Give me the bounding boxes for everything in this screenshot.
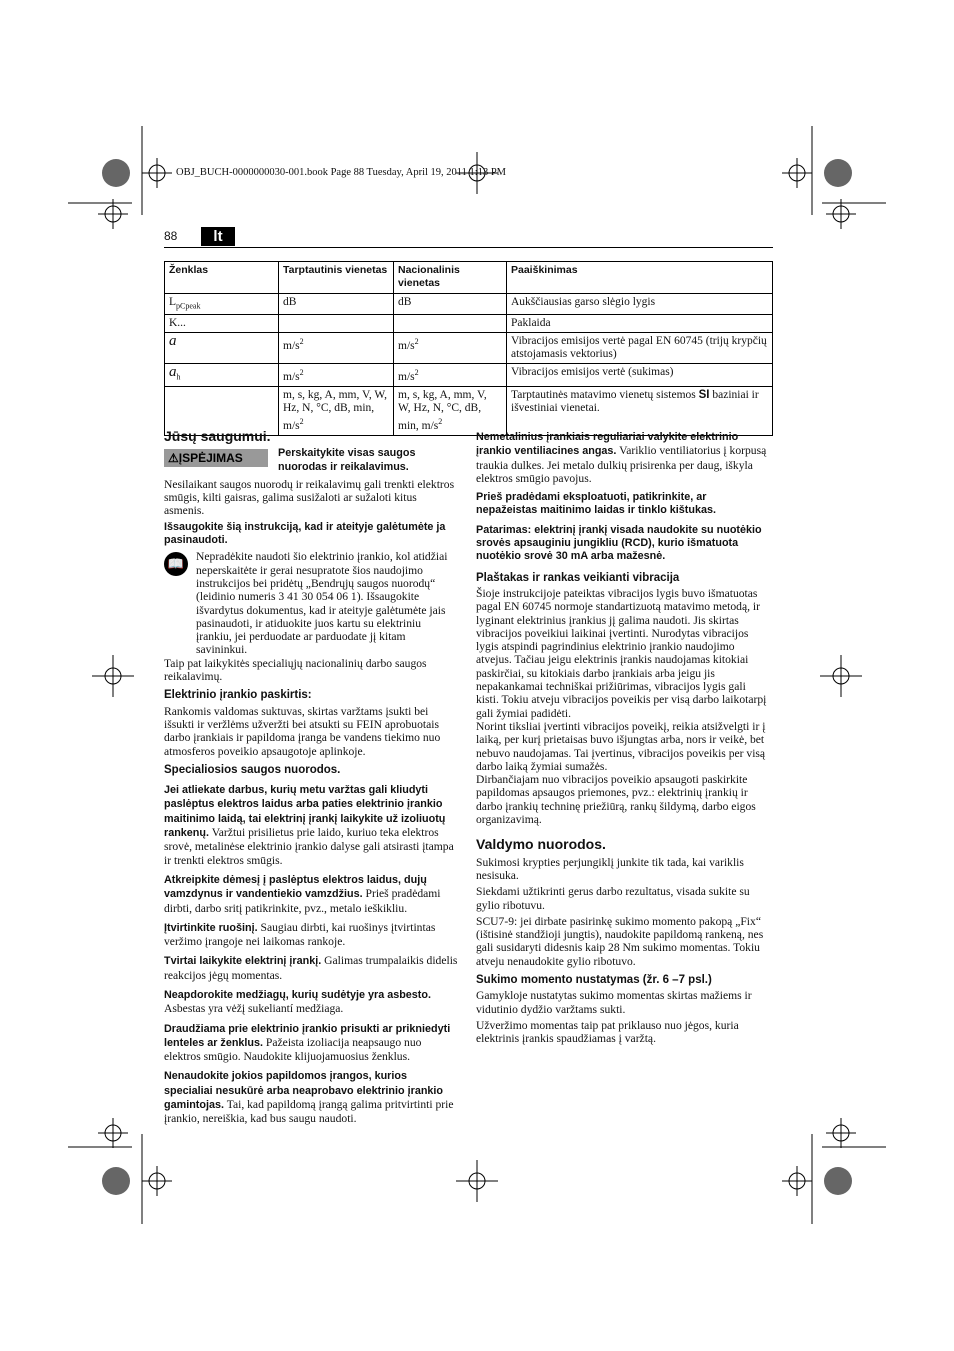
paragraph: Nepradėkite naudoti šio elektrinio įrankio, kol atidžiai neperskaitėte ir gerai nesupratote šios naudojimo instrukcijos bei pridėtų „Bendrųjų saugos nuorodų“ (leidinio numeris 3 41 30 054 06 1). Išsaugokite išvardytus dokumentus, kad ir ateityje galėtumėte jais pasinaudoti, ir atiduokite juos kartu su elektriniu įrankiu, jei perduodate ar parduodate jį kitam savininkui. — [196, 550, 448, 657]
paragraph: Dirbančiajam nuo vibracijos poveikio apsaugoti paskirkite papildomas apsaugos priemones, pvz.: elektrinių įrankių ir darbo įrankių techninę priežiūrą, rankų šildymą, darbo eigos organizavimą. — [476, 773, 756, 827]
paragraph: Šioje instrukcijoje pateiktas vibracijos lygis buvo išmatuotas pagal EN 60745 normoje standartizuotą matavimo metodą, ir lyginant elektrinius įrankius jį galima naudoti. Jis skirtas vibracijos poveikiui laikinai įvertinti. Nurodytas vibracijos lygis atspindi pagrindinius elektrinio įrankio naudojimo atvejus. Tačiau jeigu elektrinis įrankis naudojamas kitokiai paskirčiai, su kitokiais darbo įrankiais arba jeigu jis nepakankamai techniškai prižiūrimas, vibracijos lygis gali kisti. Tokiu atveju vibracijos poveikis per visą darbo laikotarpį gali žymiai padidėti. — [476, 586, 767, 720]
table-header-cell: Paaiškinimas — [507, 262, 773, 294]
read-manual-icon: 📖 — [164, 552, 188, 576]
nat-unit-cell: m, s, kg, A, mm, V, W, Hz, N, °C, dB, min, $m/s^2$ — [394, 387, 507, 436]
intl-unit-cell: $m/s^2$ — [279, 364, 394, 387]
intl-unit-cell: m, s, kg, A, mm, V, W, Hz, N, °C, dB, min, $m/s^2$ — [279, 387, 394, 436]
paragraph: Nenaudokite jokios papildomos įrangos, kurios specialiai nesukūrė arba neaprobavo elektrinio įrankio gamintojas. Tai, kad papildomą įrangą galima pritvirtinti prie įrankio, nereiškia, kad bus saugu naudoti. — [164, 1070, 454, 1126]
subheading: Plaštakas ir rankas veikianti vibracija — [476, 571, 680, 584]
warning-triangle-icon: ⚠ — [168, 451, 179, 466]
intl-unit-cell: $m/s^2$ — [279, 333, 394, 364]
page-number: 88 — [164, 229, 178, 243]
table-row — [165, 294, 773, 315]
print-slug: OBJ_BUCH-0000000030-001.book Page 88 Tuesday, April 19, 2011 1:13 PM — [176, 167, 506, 178]
paragraph: Sukimosi krypties perjungiklį junkite tik tada, kai variklis nesisuka. — [476, 855, 744, 882]
desc-cell: Paklaida — [507, 315, 773, 333]
section-title-operation: Valdymo nuorodos. — [476, 836, 606, 853]
paragraph: Rankomis valdomas suktuvas, skirtas varžtams įsukti bei išsukti ir veržlėms užveržti bei atsukti su FEIN aprobuotais darbo įrankiais ir papildoma įranga be vandens tiekimo nuo atmosferos poveikio apsaugotoje aplinkoje. — [164, 704, 441, 758]
paragraph-bold: Prieš pradėdami eksploatuoti, patikrinkite, ar nepažeistas maitinimo laidas ir tinklo kištukas. — [476, 491, 717, 517]
paragraph: Draudžiama prie elektrinio įrankio prisukti ar prikniedyti lenteles ar ženklus. Pažeista izoliacija neapsaugo nuo elektros smūgio. Naudokite klijuojamuosius ženklus. — [164, 1022, 451, 1064]
intl-unit-cell — [279, 315, 394, 333]
paragraph: Neapdorokite medžiagų, kurių sudėtyje yra asbesto. Asbestas yra vėžį sukeliantí medžiaga. — [164, 988, 432, 1016]
symbol-cell: K... — [165, 315, 279, 333]
manual-notice — [164, 550, 458, 656]
paragraph-bold: Išsaugokite šią instrukciją, kad ir ateityje galėtumėte ja pasinaudoti. — [164, 520, 446, 547]
paragraph: Užveržimo momentas taip pat priklauso nuo jėgos, kuria elektrinis įrankis spaudžiamas į varžtą. — [476, 1018, 739, 1046]
table-row — [165, 364, 773, 387]
paragraph: Norint tiksliai įvertinti vibracijos poveikį, reikia atsižvelgti ir į laiką, per kurį prietaisas buvo išjungtas arba, nors ir veikė, bet nebuvo naudojamas. Tai įvertinus, vibracijos poveikis per visą darbo laiką žymiai sumažės. — [476, 719, 766, 773]
symbols-table — [164, 261, 773, 436]
warning-row — [164, 447, 458, 474]
paragraph: Nemetalinius įrankiais reguliariai valykite elektrinio įrankio ventiliacines angas. Variklio ventiliatorius į korpusą traukia dulkes. Jei metalo dulkių prisirenka per daug, iškyla elektros smūgio pavojus. — [476, 431, 767, 485]
paragraph: Tvirtai laikykite elektrinį įrankį. Galimas trumpalaikis didelis reakcijos jėgų momentas. — [164, 954, 458, 982]
paragraph: Atkreipkite dėmesį į paslėptus elektros laidus, dujų vamzdynus ir vandentiekio vamzdžius. Prieš pradėdami dirbti, darbo sritį patikrinkite, pvz., metalo ieškikliu. — [164, 873, 441, 915]
table-header-row — [165, 262, 773, 294]
desc-cell: Vibracijos emisijos vertė pagal EN 60745 (trijų krypčių atstojamasis vektorius) — [507, 333, 773, 364]
subheading: Specialiosios saugos nuorodos. — [164, 763, 341, 776]
symbol-cell: $L_{pCpeak}$ — [165, 294, 279, 315]
paragraph: SCU7-9: jei dirbate pasirinkę sukimo momento pakopą „Fix“ (ištisinė standžioji jungtis), naudokite papildomą rankeną, nes gali susidaryti didesnis kaip 28 Nm sukimo momentas. Tokiu atveju nenaudokite gylio ribotuvo. — [476, 914, 764, 968]
table-header-cell: Nacionalinis vienetas — [394, 262, 507, 294]
paragraph-bold: Patarimas: elektrinį įrankį visada naudokite su nuotėkio srovės apsauginiu jungikliu (RCD), kurio išmatuota nuotėkio srovė 30 mA arba mažesnė. — [476, 523, 762, 563]
paragraph: Nesilaikant saugos nuorodų ir reikalavimų gali trenkti elektros smūgis, kilti gaisras, galima susižaloti ar sužaloti kitus asmenis. — [164, 477, 455, 518]
symbol-cell: a — [165, 333, 279, 364]
nat-unit-cell — [394, 315, 507, 333]
intl-unit-cell: dB — [279, 294, 394, 315]
nat-unit-cell: $m/s^2$ — [394, 364, 507, 387]
subheading: Elektrinio įrankio paskirtis: — [164, 689, 312, 702]
left-column — [164, 430, 458, 1129]
desc-cell: Vibracijos emisijos vertė (sukimas) — [507, 364, 773, 387]
symbol-cell: $a_h$ — [165, 364, 279, 387]
paragraph: Gamykloje nustatytas sukimo momentas skirtas mažiems ir vidutinio dydžio varžtams sukti. — [476, 989, 752, 1016]
subheading: Sukimo momento nustatymas (žr. 6 –7 psl.) — [476, 973, 712, 986]
desc-cell: Aukščiausias garso slėgio lygis — [507, 294, 773, 315]
table-header-cell: Ženklas — [165, 262, 279, 294]
table-row — [165, 333, 773, 364]
header-rule — [164, 247, 773, 248]
paragraph: Siekdami užtikrinti gerus darbo rezultatus, visada sukite su gylio ribotuvu. — [476, 885, 750, 912]
right-column — [476, 430, 770, 1048]
language-tab: lt — [201, 227, 235, 246]
table-header-cell: Tarptautinis vienetas — [279, 262, 394, 294]
nat-unit-cell: $m/s^2$ — [394, 333, 507, 364]
warning-badge: ⚠ĮSPĖJIMAS — [164, 449, 268, 467]
section-title-safety: Jūsų saugumui. — [164, 428, 271, 444]
table-row — [165, 315, 773, 333]
paragraph: Įtvirtinkite ruošinį. Saugiau dirbti, kai ruošinys įtvirtintas veržimo įrangoje nei laikomas rankoje. — [164, 920, 436, 949]
paragraph: Jei atliekate darbus, kurių metu varžtas gali kliudyti paslėptus elektros laidus arba paties elektrinio įrankio maitinimo laidą, tai elektrinį įrankį laikykite už izoliuotų rankenų. Varžtui prisilietus prie laido, kuriuo teka elektros srovė, metalinėse elektrinio įrankio dalyse gali atsirasti įtampa ir trenkti elektros smūgis. — [164, 784, 454, 867]
warning-text: Perskaitykite visas saugos nuorodas ir reikalavimus. — [278, 447, 416, 473]
desc-cell: Tarptautinės matavimo vienetų sistemos SI baziniai ir išvestiniai vienetai. — [507, 387, 773, 436]
nat-unit-cell: dB — [394, 294, 507, 315]
paragraph: Taip pat laikykitės specialiųjų nacionalinių darbo saugos reikalavimų. — [164, 656, 427, 684]
